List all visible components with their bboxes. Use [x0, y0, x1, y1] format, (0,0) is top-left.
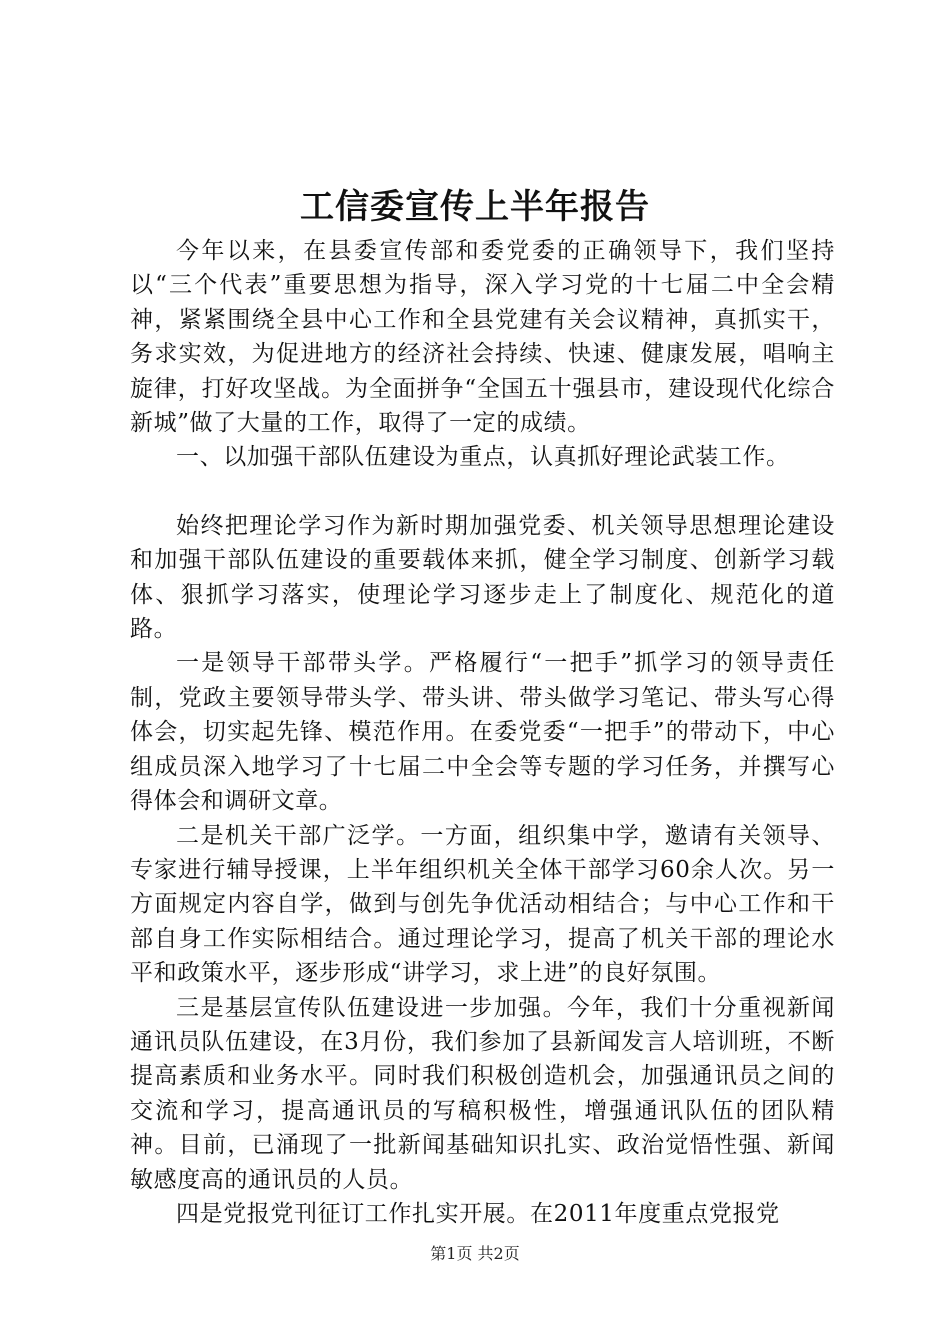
page-number-footer: 第1页 共2页 — [430, 1244, 520, 1263]
paragraph-intro: 今年以来，在县委宣传部和委党委的正确领导下，我们坚持以“三个代表”重要思想为指导，深入学习党的十七届二中全会精神，紧紧围绕全县中心工作和全县党建有关会议精神，真抓实干，务求实效，为促进地方的经济社会持续、快速、健康发展，唱响主旋律，打好攻坚战。为全面拼争“全国五十强县市，建设现代化综合新城”做了大量的工作，取得了一定的成绩。 — [130, 238, 835, 437]
document-title: 工信委宣传上半年报告 — [300, 187, 650, 227]
paragraph-party-press: 四是党报党刊征订工作扎实开展。在2011年度重点党报党 — [176, 1200, 780, 1227]
paragraph-theory-study: 始终把理论学习作为新时期加强党委、机关领导思想理论建设和加强干部队伍建设的重要载体来抓，健全学习制度、创新学习载体、狠抓学习落实，使理论学习逐步走上了制度化、规范化的道路。 — [130, 512, 835, 643]
paragraph-cadres-study: 二是机关干部广泛学。一方面，组织集中学，邀请有关领导、专家进行辅导授课，上半年组织机关全体干部学习60余人次。另一方面规定内容自学，做到与创先争优活动相结合；与中心工作和干部自身工作实际相结合。通过理论学习，提高了机关干部的理论水平和政策水平，逐步形成“讲学习，求上进”的良好氛围。 — [130, 822, 835, 987]
paragraph-leaders-study: 一是领导干部带头学。严格履行“一把手”抓学习的领导责任制，党政主要领导带头学、带头讲、带头做学习笔记、带头写心得体会，切实起先锋、模范作用。在委党委“一把手”的带动下，中心组成员深入地学习了十七届二中全会等专题的学习任务，并撰写心得体会和调研文章。 — [130, 650, 835, 815]
document-body — [130, 234, 835, 1231]
paragraph-grassroots-team: 三是基层宣传队伍建设进一步加强。今年，我们十分重视新闻通讯员队伍建设，在3月份，我们参加了县新闻发言人培训班，不断提高素质和业务水平。同时我们积极创造机会，加强通讯员之间的交流和学习，提高通讯员的写稿积极性，增强通讯队伍的团队精神。目前，已涌现了一批新闻基础知识扎实、政治觉悟性强、新闻敏感度高的通讯员的人员。 — [130, 994, 835, 1193]
section-heading-1: 一、以加强干部队伍建设为重点，认真抓好理论武装工作。 — [176, 444, 790, 471]
